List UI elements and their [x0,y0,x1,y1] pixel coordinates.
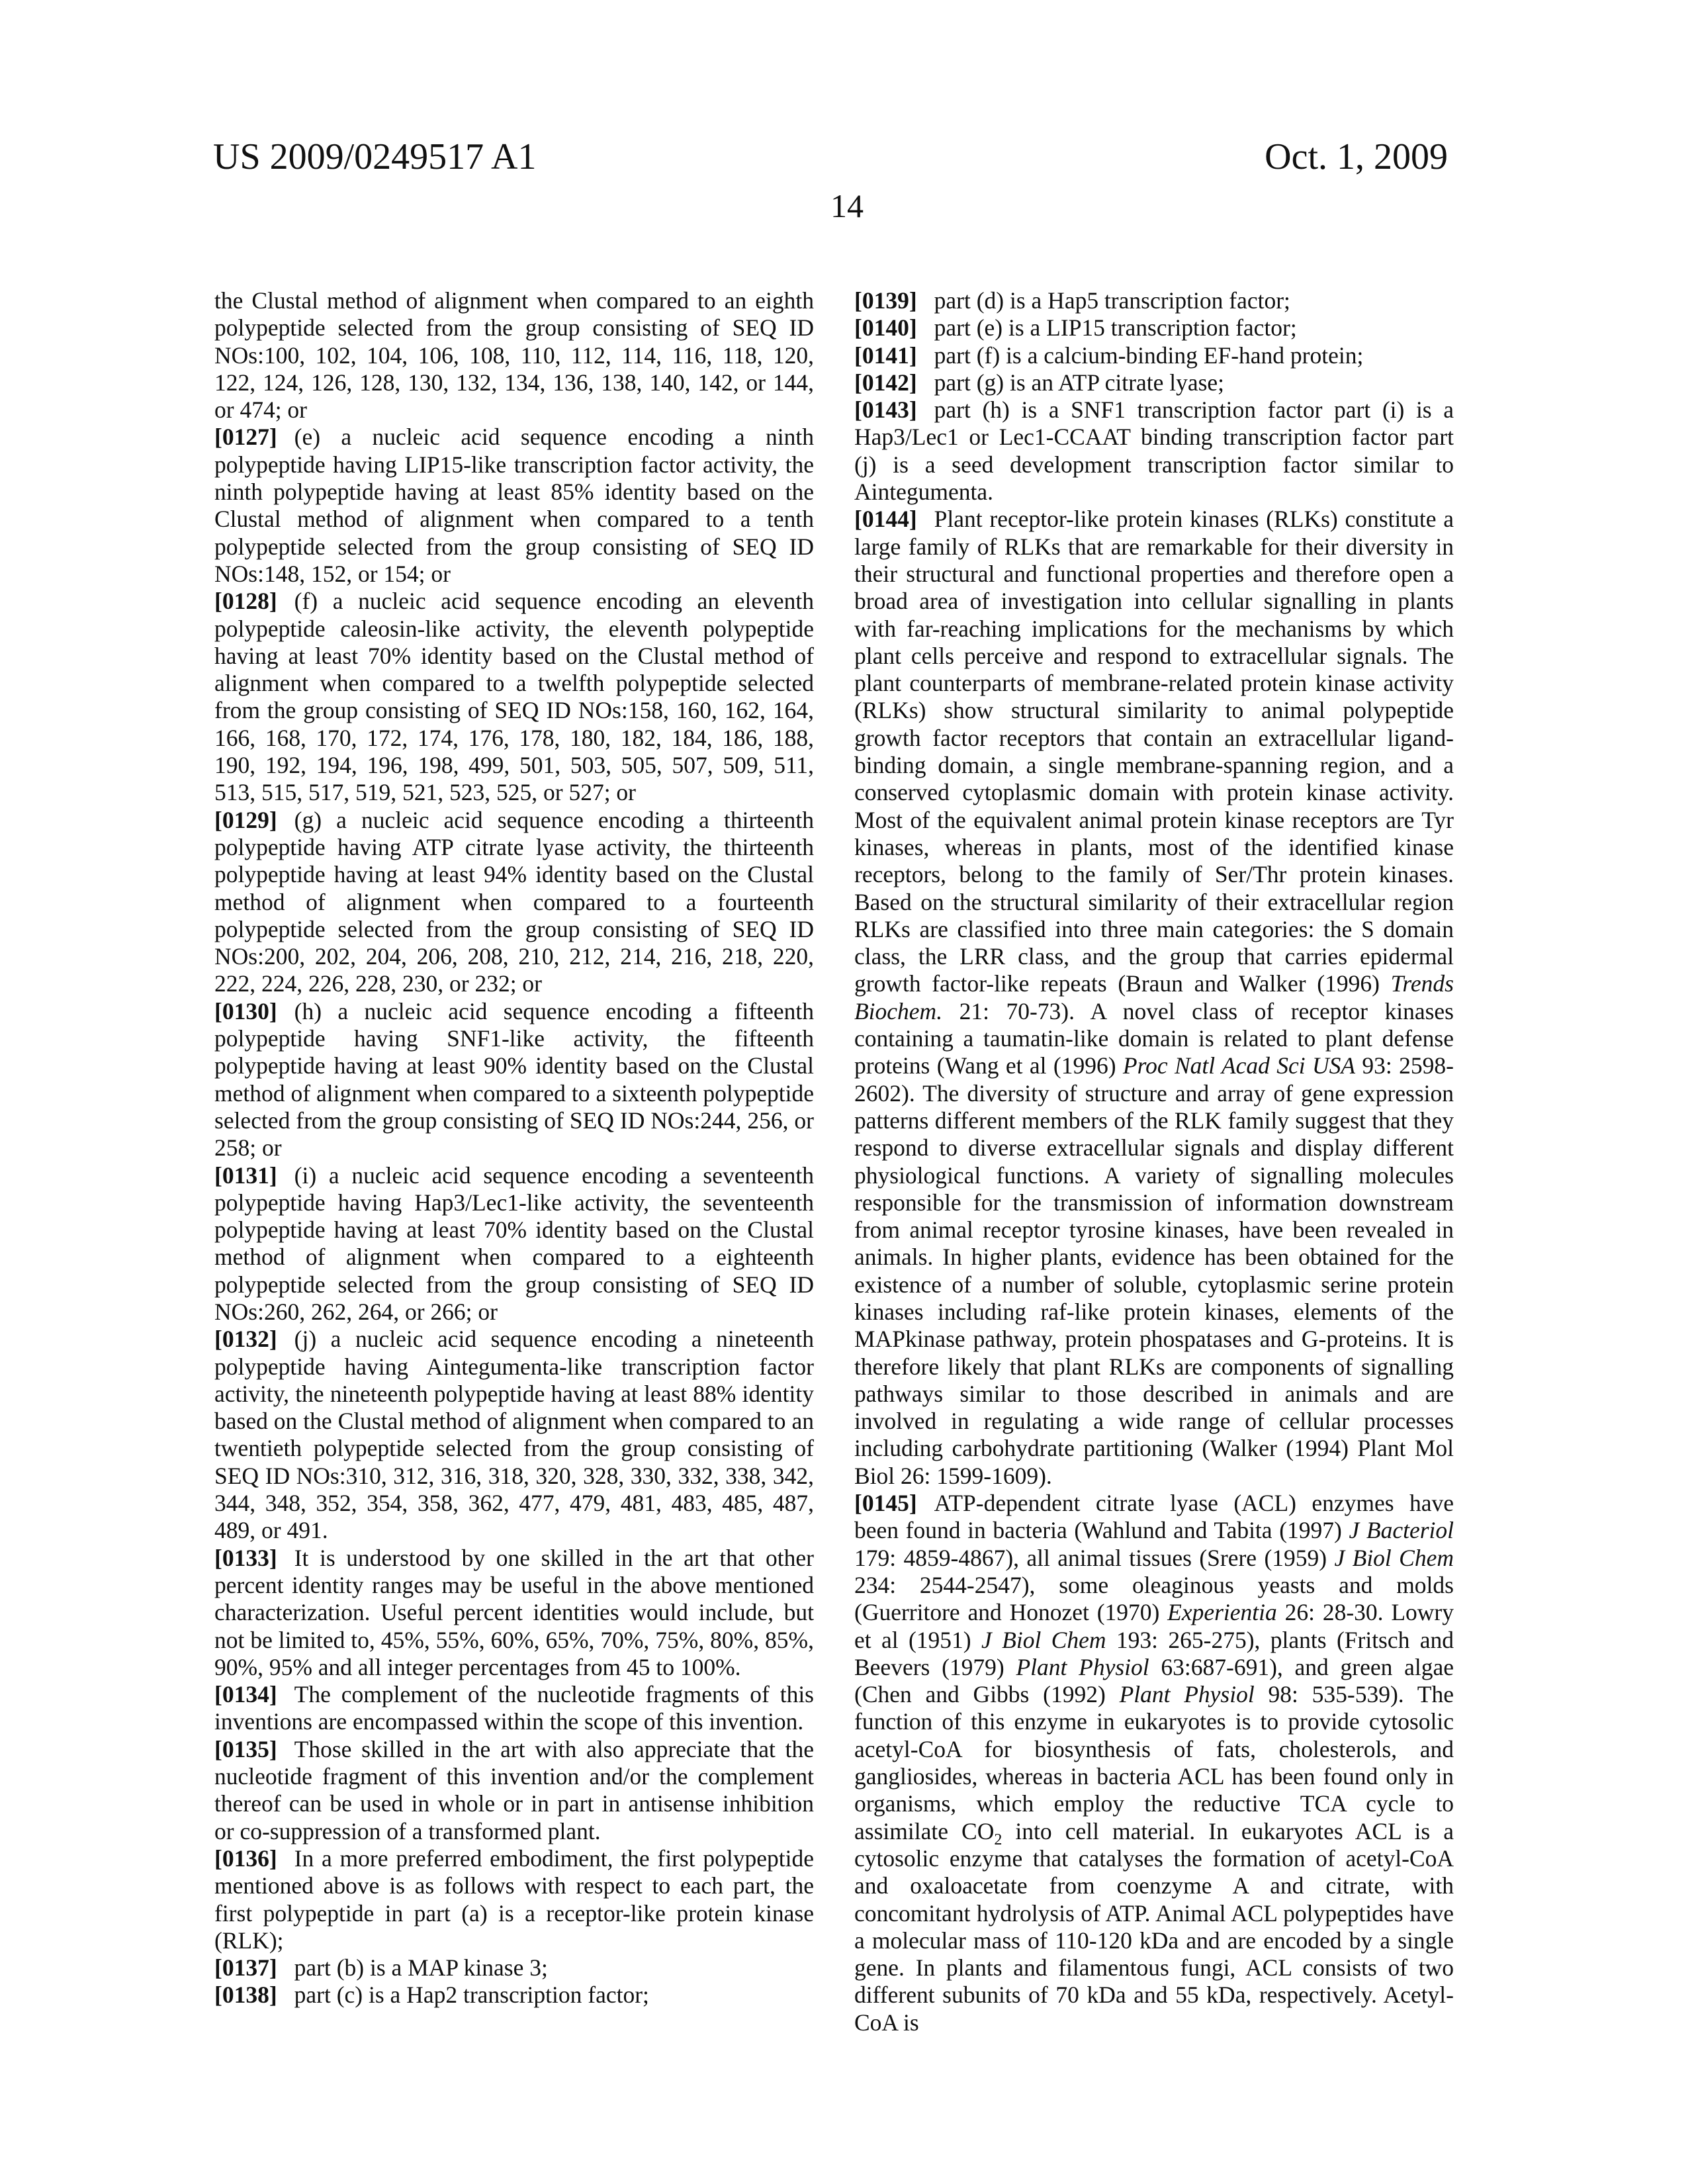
paragraph [854,314,1454,341]
paragraph-text: Those skilled in the art with also appreciate that the nucleotide fragment of this invention and/or the complement thereof can be used in whole or in part in antisense inhibition or co-suppression of a transformed plant. [214,1736,814,1844]
paragraph-number: [0137] [214,1954,277,1981]
citation-journal: Experientia [1167,1599,1277,1625]
paragraph-text: 98: 535-539). The function of this enzyme in eukaryotes is to provide cytosolic acetyl-CoA for biosynthesis of fats, cholesterols, and gangliosides, whereas in bacteria ACL has been found only in organisms, which employ the reductive TCA cycle to assimilate CO [854,1681,1454,1844]
paragraph-number: [0138] [214,1981,277,2008]
paragraph-number: [0140] [854,314,917,341]
paragraph [214,1845,814,1954]
paragraph-text: 26: 28-30. Lowry et al (1951) [854,1599,1454,1653]
paragraph [214,287,814,424]
paragraph-number: [0136] [214,1845,277,1872]
paragraph [214,1326,814,1544]
paragraph [214,998,814,1162]
publication-number: US 2009/0249517 A1 [213,136,537,178]
paragraph-number: [0145] [854,1490,917,1516]
paragraph-text: (i) a nucleic acid sequence encoding a seventeenth polypeptide having Hap3/Lec1-like activity, the seventeenth polypeptide having at least 70% identity based on the Clustal method of alignment when compared to a eighteenth polypeptide selected from the group consisting of SEQ ID NOs:260, 262, 264, or 266; or [214,1162,814,1325]
paragraph [214,1736,814,1845]
paragraph-text: 93: 2598-2602). The diversity of structure and array of gene expression patterns different members of the RLK family suggest that they respond to diverse extracellular signals and display different physiological functions. A variety of signalling molecules responsible for the transmission of information downstream from animal receptor tyrosine kinases, have been revealed in animals. In higher plants, evidence has been obtained for the existence of a number of soluble, cytoplasmic serine protein kinases including raf-like protein kinases, elements of the MAPkinase pathway, protein phospatases and G-proteins. It is therefore likely that plant RLKs are components of signalling pathways similar to those described in animals and are involved in regulating a wide range of cellular processes including carbohydrate partitioning (Walker (1994) Plant Mol Biol 26: 1599-1609). [854,1052,1454,1488]
paragraph-text: 63:687-691), and green algae (Chen and Gibbs (1992) [854,1654,1454,1707]
paragraph-text: part (e) is a LIP15 transcription factor; [934,314,1297,341]
paragraph-number: [0133] [214,1545,277,1571]
citation-journal: J Biol Chem [1334,1545,1454,1571]
citation-journal: Plant Physiol [1120,1681,1255,1707]
paragraph-text: part (b) is a MAP kinase 3; [294,1954,548,1981]
paragraph-number: [0129] [214,807,277,833]
paragraph-text: The complement of the nucleotide fragments of this inventions are encompassed within the scope of this invention. [214,1681,814,1735]
paragraph-text: part (c) is a Hap2 transcription factor; [294,1981,649,2008]
paragraph [854,396,1454,506]
paragraph-text: (g) a nucleic acid sequence encoding a thirteenth polypeptide having ATP citrate lyase activity, the thirteenth polypeptide having at least 94% identity based on the Clustal method of alignment when compared to a fourteenth polypeptide selected from the group consisting of SEQ ID NOs:200, 202, 204, 206, 208, 210, 212, 214, 216, 218, 220, 222, 224, 226, 228, 230, or 232; or [214,807,814,997]
paragraph-number: [0144] [854,506,917,532]
left-column [214,287,814,2009]
paragraph-text: part (h) is a SNF1 transcription factor part (i) is a Hap3/Lec1 or Lec1-CCAAT binding transcription factor part (j) is a seed development transcription factor similar to Aintegumenta. [854,396,1454,505]
paragraph [214,588,814,806]
paragraph-text: Plant receptor-like protein kinases (RLKs) constitute a large family of RLKs that are remarkable for their diversity in their structural and functional properties and therefore open a broad area of investigation into cellular signalling in plants with far-reaching implications for the mechanisms by which plant cells perceive and respond to extracellular signals. The plant counterparts of membrane-related protein kinase activity (RLKs) show structural similarity to animal polypeptide growth factor receptors that contain an extracellular ligand-binding domain, a single membrane-spanning region, and a conserved cytoplasmic domain with protein kinase activity. Most of the equivalent animal protein kinase receptors are Tyr kinases, whereas in plants, most of the identified kinase receptors, belong to the family of Ser/Thr protein kinases. Based on the structural similarity of their extracellular region RLKs are classified into three main categories: the S domain class, the LRR class, and the group that carries epidermal growth factor-like repeats (Braun and Walker (1996) [854,506,1454,997]
paragraph-text: It is understood by one skilled in the art that other percent identity ranges may be useful in the above mentioned characterization. Useful percent identities would include, but not be limited to, 45%, 55%, 60%, 65%, 70%, 75%, 80%, 85%, 90%, 95% and all integer percentages from 45 to 100%. [214,1545,814,1680]
paragraph-text: part (g) is an ATP citrate lyase; [934,369,1224,396]
paragraph [214,1981,814,2009]
paragraph-number: [0142] [854,369,917,396]
paragraph [214,1162,814,1326]
paragraph [854,342,1454,369]
right-column [854,287,1454,2036]
paragraph-text: 193: 265-275), plants (Fritsch and Beevers (1979) [854,1627,1454,1680]
paragraph-text: into cell material. In eukaryotes ACL is a cytosolic enzyme that catalyses the formation of acetyl-CoA and oxaloacetate from coenzyme A and citrate, with concomitant hydrolysis of ATP. Animal ACL polypeptides have a molecular mass of 110-120 kDa and are encoded by a single gene. In plants and filamentous fungi, ACL consists of two different subunits of 70 kDa and 55 kDa, respectively. Acetyl-CoA is [854,1818,1454,2036]
paragraph-text: 234: 2544-2547), some oleaginous yeasts and molds (Guerritore and Honozet (1970) [854,1572,1454,1625]
citation-journal: J Biol Chem [981,1627,1106,1653]
paragraph-text: ATP-dependent citrate lyase (ACL) enzymes have been found in bacteria (Wahlund and Tabita (1997) [854,1490,1454,1543]
paragraph-text: (e) a nucleic acid sequence encoding a ninth polypeptide having LIP15-like transcription factor activity, the ninth polypeptide having at least 85% identity based on the Clustal method of alignment when compared to a tenth polypeptide selected from the group consisting of SEQ ID NOs:148, 152, or 154; or [214,424,814,586]
paragraph-number: [0127] [214,424,277,450]
paragraph [854,1490,1454,2036]
citation-journal: Trends Biochem. [854,970,1454,1024]
paragraph-text: 179: 4859-4867), all animal tissues (Srere (1959) [854,1545,1334,1571]
paragraph [854,287,1454,314]
paragraph-text: part (f) is a calcium-binding EF-hand protein; [934,342,1364,369]
paragraph-number: [0134] [214,1681,277,1707]
paragraph-number: [0128] [214,588,277,614]
paragraph-text: 21: 70-73). A novel class of receptor kinases containing a taumatin-like domain is related to plant defense proteins (Wang et al (1996) [854,998,1454,1079]
publication-date: Oct. 1, 2009 [1265,136,1448,178]
page-number: 14 [0,187,1694,225]
paragraph [214,424,814,588]
paragraph-number: [0132] [214,1326,277,1352]
citation-journal: Plant Physiol [1016,1654,1149,1680]
paragraph [854,369,1454,396]
paragraph-number: [0139] [854,287,917,314]
paragraph-text: (h) a nucleic acid sequence encoding a fifteenth polypeptide having SNF1-like activity, the fifteenth polypeptide having at least 90% identity based on the Clustal method of alignment when compared to a sixteenth polypeptide selected from the group consisting of SEQ ID NOs:244, 256, or 258; or [214,998,814,1161]
paragraph [214,1954,814,1981]
paragraph-number: [0143] [854,396,917,423]
paragraph-number: [0130] [214,998,277,1024]
citation-journal: Proc Natl Acad Sci USA [1123,1052,1355,1079]
paragraph-text: In a more preferred embodiment, the first polypeptide mentioned above is as follows with respect to each part, the first polypeptide in part (a) is a receptor-like protein kinase (RLK); [214,1845,814,1954]
paragraph [214,807,814,998]
paragraph [854,506,1454,1490]
paragraph-number: [0131] [214,1162,277,1189]
citation-journal: J Bacteriol [1349,1517,1454,1543]
paragraph-text: (f) a nucleic acid sequence encoding an eleventh polypeptide caleosin-like activity, the eleventh polypeptide having at least 70% identity based on the Clustal method of alignment when compared to a twelfth polypeptide selected from the group consisting of SEQ ID NOs:158, 160, 162, 164, 166, 168, 170, 172, 174, 176, 178, 180, 182, 184, 186, 188, 190, 192, 194, 196, 198, 499, 501, 503, 505, 507, 509, 511, 513, 515, 517, 519, 521, 523, 525, or 527; or [214,588,814,805]
paragraph [214,1681,814,1736]
paragraph-text: part (d) is a Hap5 transcription factor; [934,287,1290,314]
paragraph-number: [0141] [854,342,917,369]
paragraph-text: the Clustal method of alignment when compared to an eighth polypeptide selected from the group consisting of SEQ ID NOs:100, 102, 104, 106, 108, 110, 112, 114, 116, 118, 120, 122, 124, 126, 128, 130, 132, 134, 136, 138, 140, 142, or 144, or 474; or [214,287,814,423]
paragraph-number: [0135] [214,1736,277,1762]
paragraph-text: (j) a nucleic acid sequence encoding a nineteenth polypeptide having Aintegumenta-like transcription factor activity, the nineteenth polypeptide having at least 88% identity based on the Clustal method of alignment when compared to an twentieth polypeptide selected from the group consisting of SEQ ID NOs:310, 312, 316, 318, 320, 328, 330, 332, 338, 342, 344, 348, 352, 354, 358, 362, 477, 479, 481, 483, 485, 487, 489, or 491. [214,1326,814,1543]
subscript: 2 [994,1831,1002,1848]
paragraph [214,1545,814,1681]
